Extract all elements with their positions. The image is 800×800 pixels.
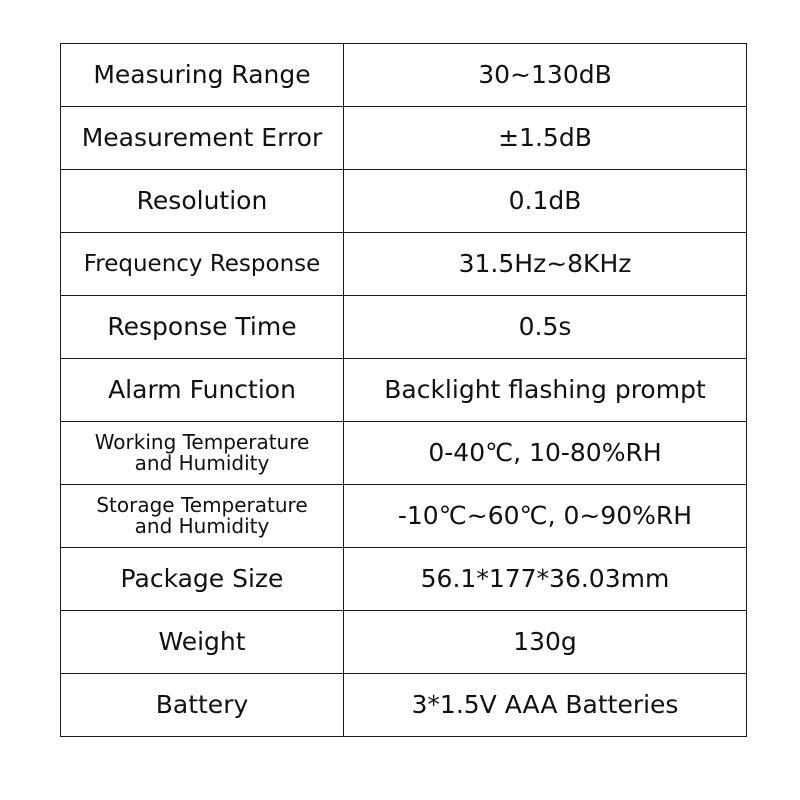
spec-value-storage-temperature: -10℃~60℃, 0~90%RH	[344, 485, 747, 548]
spec-value-alarm-function: Backlight flashing prompt	[344, 359, 747, 422]
spec-label-frequency-response: Frequency Response	[61, 233, 344, 296]
table-row	[61, 548, 747, 611]
table-row	[61, 674, 747, 737]
spec-label-storage-temperature	[61, 485, 344, 548]
spec-label-working-temperature	[61, 422, 344, 485]
spec-label-response-time: Response Time	[61, 296, 344, 359]
spec-value-weight: 130g	[344, 611, 747, 674]
spec-value-measuring-range: 30~130dB	[344, 44, 747, 107]
spec-label-measuring-range: Measuring Range	[61, 44, 344, 107]
spec-value-working-temperature: 0-40℃, 10-80%RH	[344, 422, 747, 485]
spec-label-resolution: Resolution	[61, 170, 344, 233]
spec-value-package-size: 56.1*177*36.03mm	[344, 548, 747, 611]
spec-label-working-temperature-line-2: and Humidity	[134, 451, 270, 475]
spec-label-measurement-error: Measurement Error	[61, 107, 344, 170]
table-row	[61, 44, 747, 107]
table-row	[61, 611, 747, 674]
spec-label-storage-temperature-line-2: and Humidity	[134, 514, 270, 538]
spec-table	[60, 43, 747, 737]
spec-label-package-size: Package Size	[61, 548, 344, 611]
spec-value-resolution: 0.1dB	[344, 170, 747, 233]
table-row	[61, 170, 747, 233]
spec-label-weight: Weight	[61, 611, 344, 674]
spec-label-alarm-function: Alarm Function	[61, 359, 344, 422]
table-row	[61, 107, 747, 170]
spec-label-battery: Battery	[61, 674, 344, 737]
spec-value-measurement-error: ±1.5dB	[344, 107, 747, 170]
table-row	[61, 422, 747, 485]
spec-value-battery: 3*1.5V AAA Batteries	[344, 674, 747, 737]
table-row	[61, 359, 747, 422]
spec-label-working-temperature-line-1: Working Temperature	[94, 430, 310, 454]
spec-value-response-time: 0.5s	[344, 296, 747, 359]
table-row	[61, 485, 747, 548]
table-row	[61, 233, 747, 296]
spec-label-storage-temperature-line-1: Storage Temperature	[96, 493, 308, 517]
table-row	[61, 296, 747, 359]
spec-value-frequency-response: 31.5Hz~8KHz	[344, 233, 747, 296]
